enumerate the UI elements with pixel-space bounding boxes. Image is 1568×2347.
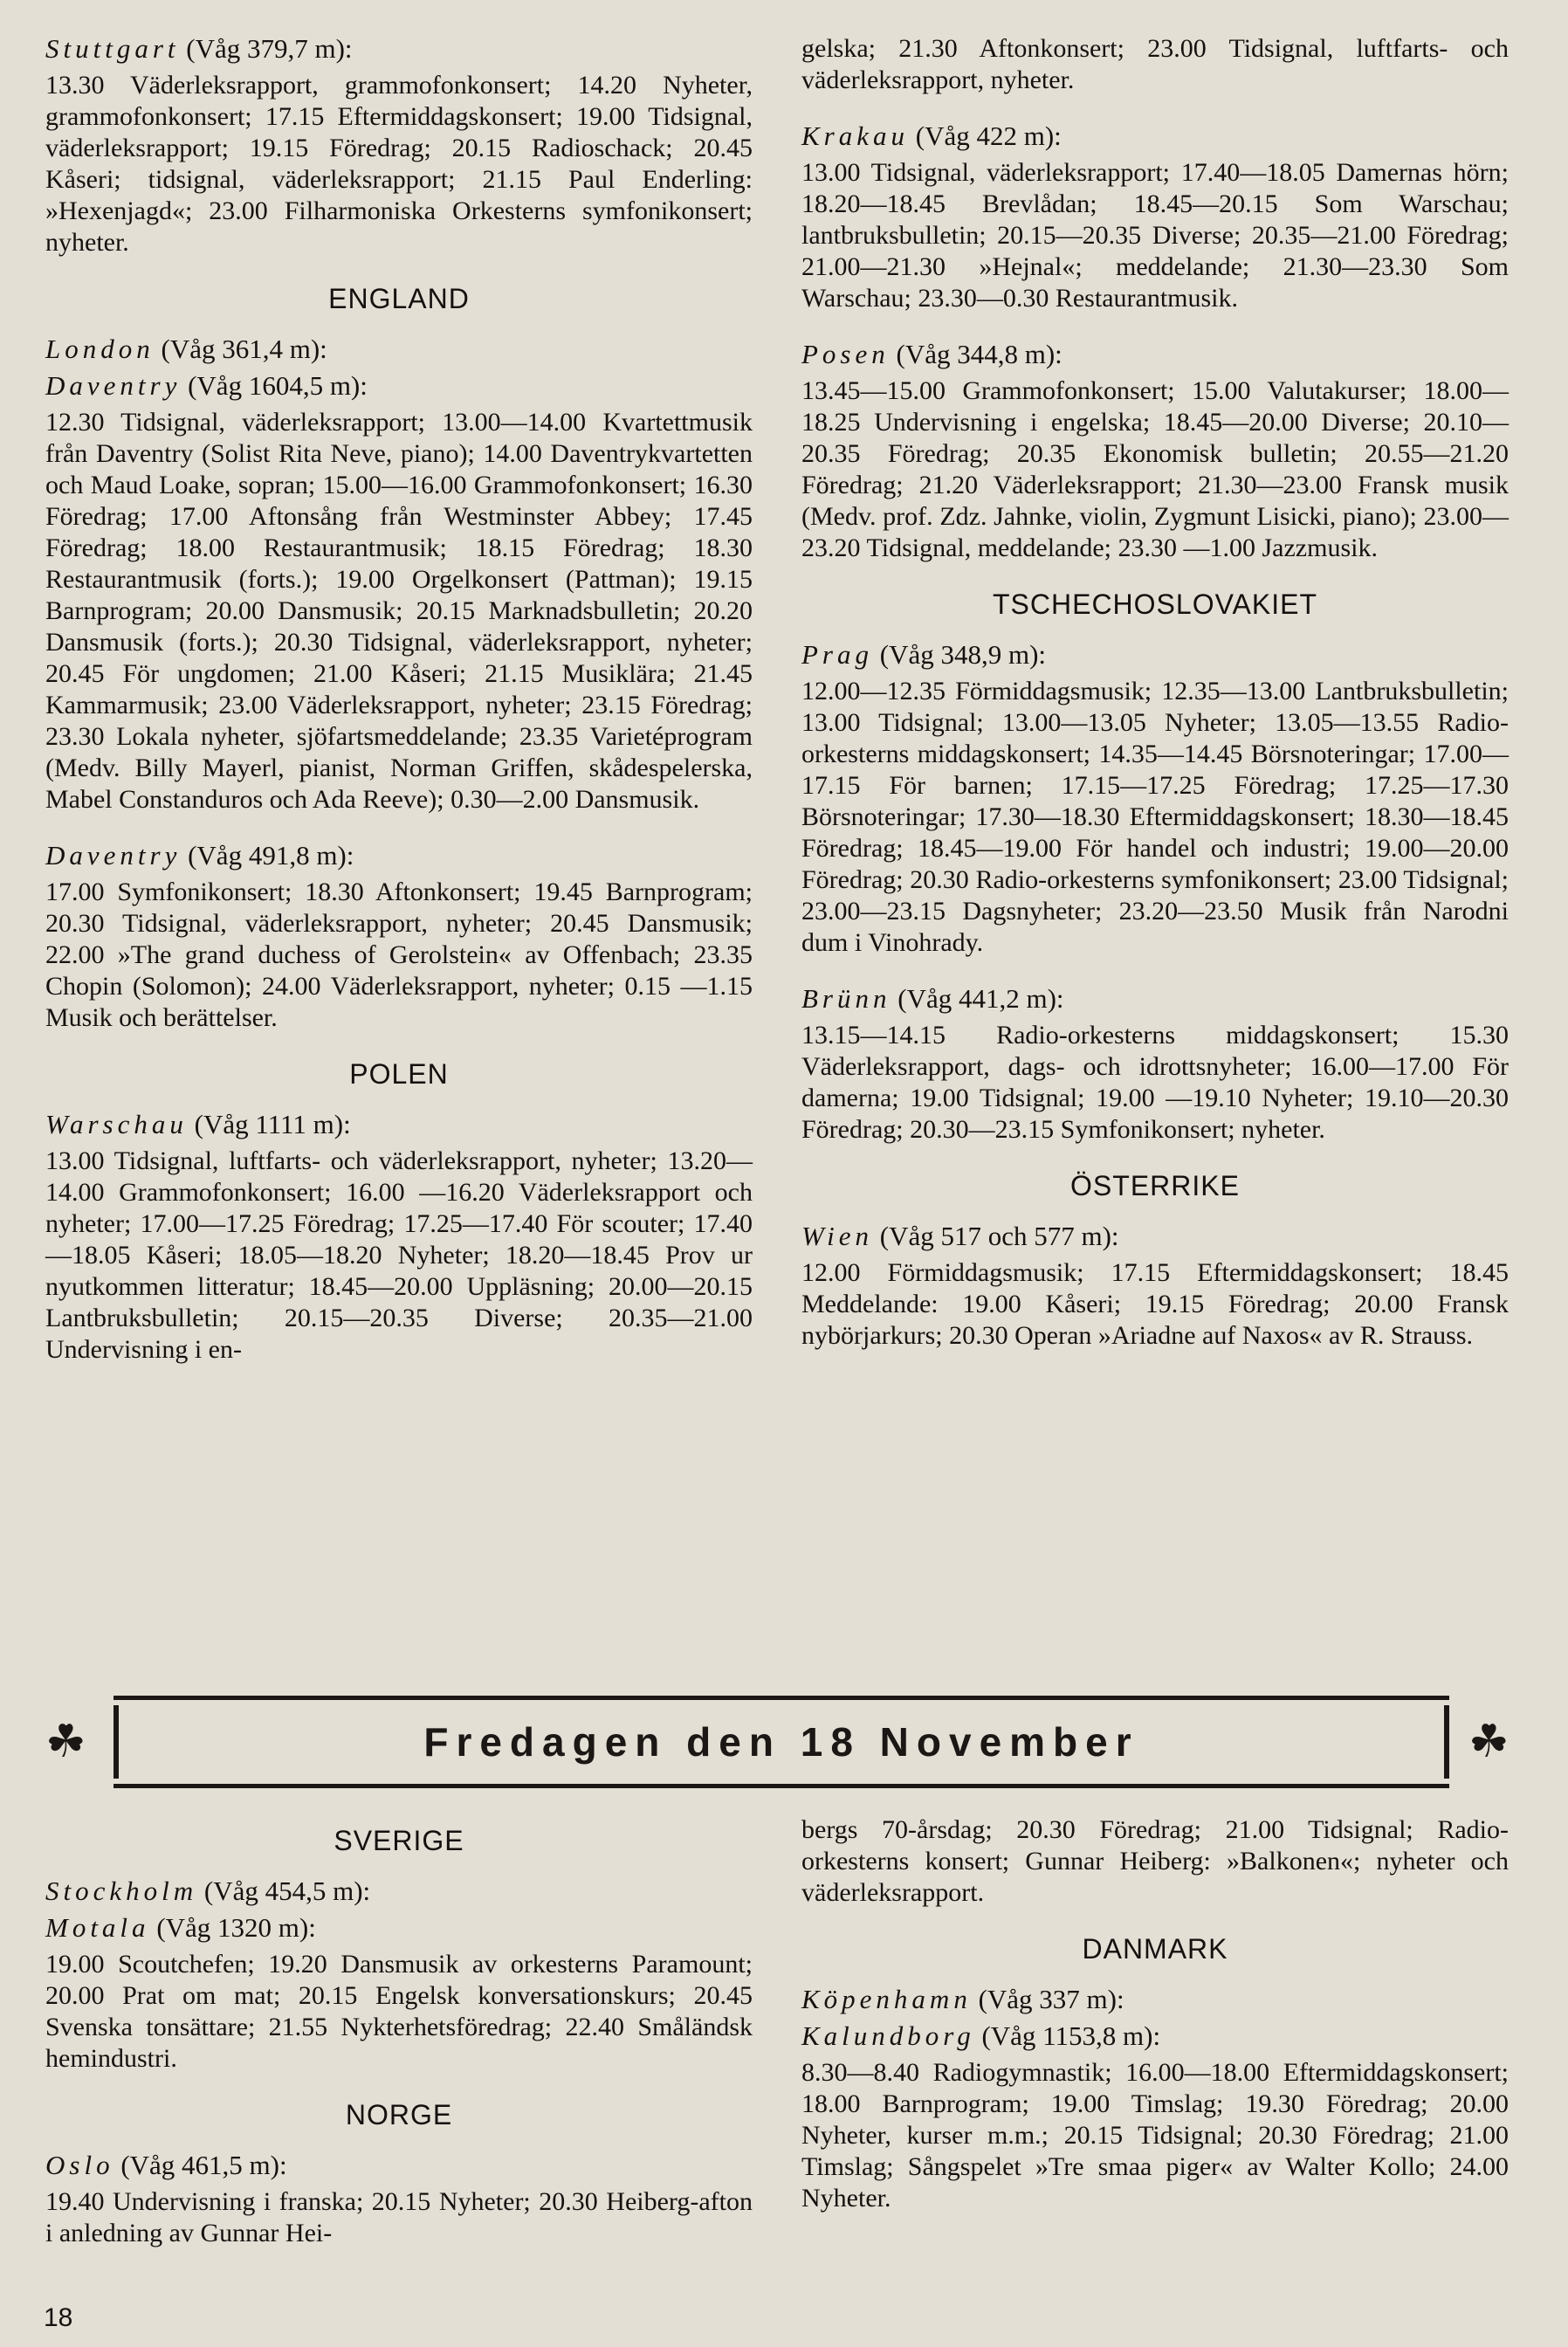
left-column-top: [45, 33, 753, 1390]
left-column-bottom: [45, 1814, 753, 2274]
station-name: Prag: [801, 639, 873, 670]
station-brunn: [801, 983, 1509, 1015]
country-heading-tjeckoslovakiet: TSCHECHOSLOVAKIET: [992, 588, 1318, 620]
station-name: Stockholm: [45, 1876, 198, 1906]
program-oslo-continued: bergs 70-årsdag; 20.30 Föredrag; 21.00 Tidsignal; Radio-orkesterns konsert; Gunnar Heiberg: »Balkonen«; nyheter och väderleksrapport.: [801, 1815, 1509, 1907]
program-warschau: 13.00 Tidsignal, luftfarts- och väderleksrapport, nyheter; 13.20—14.00 Grammofonkonsert; 16.00 —16.20 Väderleksrapport och nyheter; 17.00—17.25 Föredrag; 17.25—17.40 För scouter; 17.40—18.05 Kåseri; 18.05—18.20 Nyheter; 18.20—18.45 Prov ur nyutkommen litteratur; 18.45—20.00 Uppläsning; 20.00—20.15 Lantbruksbulletin; 20.15—20.35 Diverse; 20.35—21.00 Undervisning i en-: [45, 1146, 753, 1364]
station-wave: (Våg 517 och 577 m):: [879, 1221, 1119, 1251]
day-title: Fredagen den 18 November: [423, 1719, 1139, 1765]
station-motala: [45, 1912, 753, 1944]
program-daventry-long: 12.30 Tidsignal, väderleksrapport; 13.00—14.00 Kvartettmusik från Daventry (Solist Rita Neve, piano); 14.00 Daventrykvartetten och Maud Loake, sopran; 15.00—16.00 Grammofonkonsert; 16.30 Föredrag; 17.00 Aftonsång från Westminster Abbey; 17.45 Föredrag; 18.00 Restaurantmusik; 18.15 Föredrag; 18.30 Restaurantmusik (forts.); 19.00 Orgelkonsert (Pattman); 19.15 Barnprogram; 20.00 Dansmusik; 20.15 Marknadsbulletin; 20.20 Dansmusik (forts.); 20.30 Tidsignal, väderleksrapport, nyheter; 20.45 För ungdomen; 21.00 Kåseri; 21.15 Musiklära; 21.45 Kammarmusik; 23.00 Väderleksrapport, nyheter; 23.15 Föredrag; 23.30 Lokala nyheter, sjöfartsmeddelande; 23.35 Varietéprogram (Medv. Billy Mayerl, pianist, Norman Griffen, skådespelerska, Mabel Constanduros och Ada Reeve); 0.30—2.00 Dansmusik.: [45, 408, 753, 814]
station-name: Kalundborg: [801, 2020, 975, 2051]
station-wave: (Våg 422 m):: [915, 120, 1062, 151]
station-wave: (Våg 1153,8 m):: [981, 2020, 1161, 2051]
station-name: Oslo: [45, 2150, 114, 2180]
station-wave: (Våg 348,9 m):: [879, 639, 1047, 670]
station-name: Motala: [45, 1912, 150, 1943]
station-daventry-long: [45, 370, 753, 402]
country-heading-sverige: SVERIGE: [334, 1825, 464, 1856]
country-heading-england: ENGLAND: [328, 283, 470, 314]
station-wien: [801, 1221, 1509, 1252]
station-oslo: [45, 2150, 753, 2181]
program-prag: 12.00—12.35 Förmiddagsmusik; 12.35—13.00 Lantbruksbulletin; 13.00 Tidsignal; 13.00—13.05 Nyheter; 13.05—13.55 Radio-orkesterns middagskonsert; 14.35—14.45 Börsnoteringar; 17.00—17.15 För barnen; 17.15—17.25 Föredrag; 17.25—17.30 Börsnoteringar; 17.30—18.30 Eftermiddagskonsert; 18.30—18.45 Föredrag; 18.45—19.00 För handel och industri; 19.00—20.00 Föredrag; 20.30 Radio-orkesterns symfonikonsert; 23.00 Tidsignal; 23.00—23.15 Dagsnyheter; 23.20—23.50 Musik från Narodni dum i Vinohrady.: [801, 677, 1509, 957]
station-name: Köpenhamn: [801, 1984, 972, 2014]
station-name: Wien: [801, 1221, 873, 1251]
station-name: Daventry: [45, 370, 182, 401]
station-name: London: [45, 334, 155, 364]
right-column-top: [801, 33, 1509, 1376]
station-prag: [801, 639, 1509, 671]
station-stuttgart: [45, 33, 753, 65]
station-wave: (Våg 1604,5 m):: [188, 370, 368, 401]
program-krakau: 13.00 Tidsignal, väderleksrapport; 17.40—18.05 Damernas hörn; 18.20—18.45 Brevlådan; 18.45—20.15 Som Warschau; lantbruksbulletin; 20.15—20.35 Diverse; 20.35—21.00 Föredrag; 21.00—21.30 »Hejnal«; meddelande; 21.30—23.30 Som Warschau; 23.30—0.30 Restaurantmusik.: [801, 158, 1509, 313]
station-krakau: [801, 120, 1509, 152]
station-wave: (Våg 344,8 m):: [896, 339, 1063, 369]
station-name: Warschau: [45, 1109, 188, 1139]
station-wave: (Våg 461,5 m):: [120, 2150, 287, 2180]
program-kalundborg: 8.30—8.40 Radiogymnastik; 16.00—18.00 Eftermiddagskonsert; 18.00 Barnprogram; 19.00 Timslag; 19.30 Föredrag; 20.00 Nyheter, kurser m.m.; 20.15 Tidsignal; 20.30 Föredrag; 21.00 Timslag; Sångspelet »Tre smaa piger« av Walter Kollo; 24.00 Nyheter.: [801, 2058, 1509, 2213]
station-london: [45, 334, 753, 365]
page-number: 18: [44, 2303, 73, 2332]
program-stuttgart: 13.30 Väderleksrapport, grammofonkonsert; 14.20 Nyheter, grammofonkonsert; 17.15 Eftermiddagskonsert; 19.00 Tidsignal, väderleksrapport; 19.15 Föredrag; 20.15 Radioschack; 20.45 Kåseri; tidsignal, väderleksrapport; 21.15 Paul Enderling: »Hexenjagd«; 23.00 Filharmoniska Orkesterns symfonikonsert; nyheter.: [45, 71, 753, 257]
program-brunn: 13.15—14.15 Radio-orkesterns middagskonsert; 15.30 Väderleksrapport, dags- och idrottsnyheter; 16.00—17.00 För damerna; 19.00 Tidsignal; 19.00 —19.10 Nyheter; 19.10—20.30 Föredrag; 20.30—23.15 Symfonikonsert; nyheter.: [801, 1021, 1509, 1144]
program-wien: 12.00 Förmiddagsmusik; 17.15 Eftermiddagskonsert; 18.45 Meddelande: 19.00 Kåseri; 19.15 Föredrag; 20.00 Fransk nybörjarkurs; 20.30 Operan »Ariadne auf Naxos« av R. Strauss.: [801, 1258, 1509, 1350]
station-wave: (Våg 1320 m):: [156, 1912, 316, 1943]
station-wave: (Våg 491,8 m):: [188, 840, 354, 871]
clover-ornament-icon: ☘: [45, 1717, 86, 1767]
country-heading-norge: NORGE: [345, 2099, 453, 2130]
day-banner: [113, 1696, 1449, 1788]
station-posen: [801, 339, 1509, 370]
station-name: Krakau: [801, 120, 909, 151]
country-heading-polen: POLEN: [349, 1058, 449, 1090]
station-stockholm: [45, 1876, 753, 1907]
clover-ornament-icon: ☘: [1468, 1717, 1510, 1767]
station-wave: (Våg 1111 m):: [194, 1109, 351, 1139]
station-kopenhamn: [801, 1984, 1509, 2015]
station-name: Stuttgart: [45, 33, 180, 64]
program-daventry-short: 17.00 Symfonikonsert; 18.30 Aftonkonsert; 19.45 Barnprogram; 20.30 Tidsignal, väderleksrapport, nyheter; 20.45 Dansmusik; 22.00 »The grand duchess of Gerolstein« av Offenbach; 23.35 Chopin (Solomon); 24.00 Väderleksrapport, nyheter; 0.15 —1.15 Musik och berättelser.: [45, 878, 753, 1032]
station-warschau: [45, 1109, 753, 1140]
station-daventry-short: [45, 840, 753, 871]
program-warschau-continued: gelska; 21.30 Aftonkonsert; 23.00 Tidsignal, luftfarts- och väderleksrapport, nyheter.: [801, 34, 1509, 94]
station-kalundborg: [801, 2020, 1509, 2052]
station-name: Brünn: [801, 983, 891, 1014]
day-banner-frame: [113, 1705, 1449, 1779]
station-name: Daventry: [45, 840, 182, 871]
program-motala: 19.00 Scoutchefen; 19.20 Dansmusik av orkesterns Paramount; 20.00 Prat om mat; 20.15 Engelsk konversationskurs; 20.45 Svenska tonsättare; 21.55 Nykterhetsföredrag; 22.40 Småländsk hemindustri.: [45, 1950, 753, 2073]
country-heading-osterrike: ÖSTERRIKE: [1070, 1170, 1240, 1201]
station-wave: (Våg 454,5 m):: [203, 1876, 371, 1906]
program-posen: 13.45—15.00 Grammofonkonsert; 15.00 Valutakurser; 18.00—18.25 Undervisning i engelska; 18.45—20.00 Diverse; 20.10—20.35 Föredrag; 20.35 Ekonomisk bulletin; 20.55—21.20 Föredrag; 21.20 Väderleksrapport; 21.30—23.00 Fransk musik (Medv. prof. Zdz. Jahnke, violin, Zygmunt Lisicki, piano); 23.00—23.20 Tidsignal, meddelande; 23.30 —1.00 Jazzmusik.: [801, 376, 1509, 562]
right-column-bottom: [801, 1814, 1509, 2239]
station-wave: (Våg 337 m):: [978, 1984, 1124, 2014]
program-oslo: 19.40 Undervisning i franska; 20.15 Nyheter; 20.30 Heiberg-afton i anledning av Gunnar Hei-: [45, 2187, 753, 2247]
country-heading-danmark: DANMARK: [1082, 1933, 1228, 1965]
station-name: Posen: [801, 339, 890, 369]
station-wave: (Våg 361,4 m):: [161, 334, 327, 364]
station-wave: (Våg 441,2 m):: [897, 983, 1064, 1014]
station-wave: (Våg 379,7 m):: [186, 33, 353, 64]
